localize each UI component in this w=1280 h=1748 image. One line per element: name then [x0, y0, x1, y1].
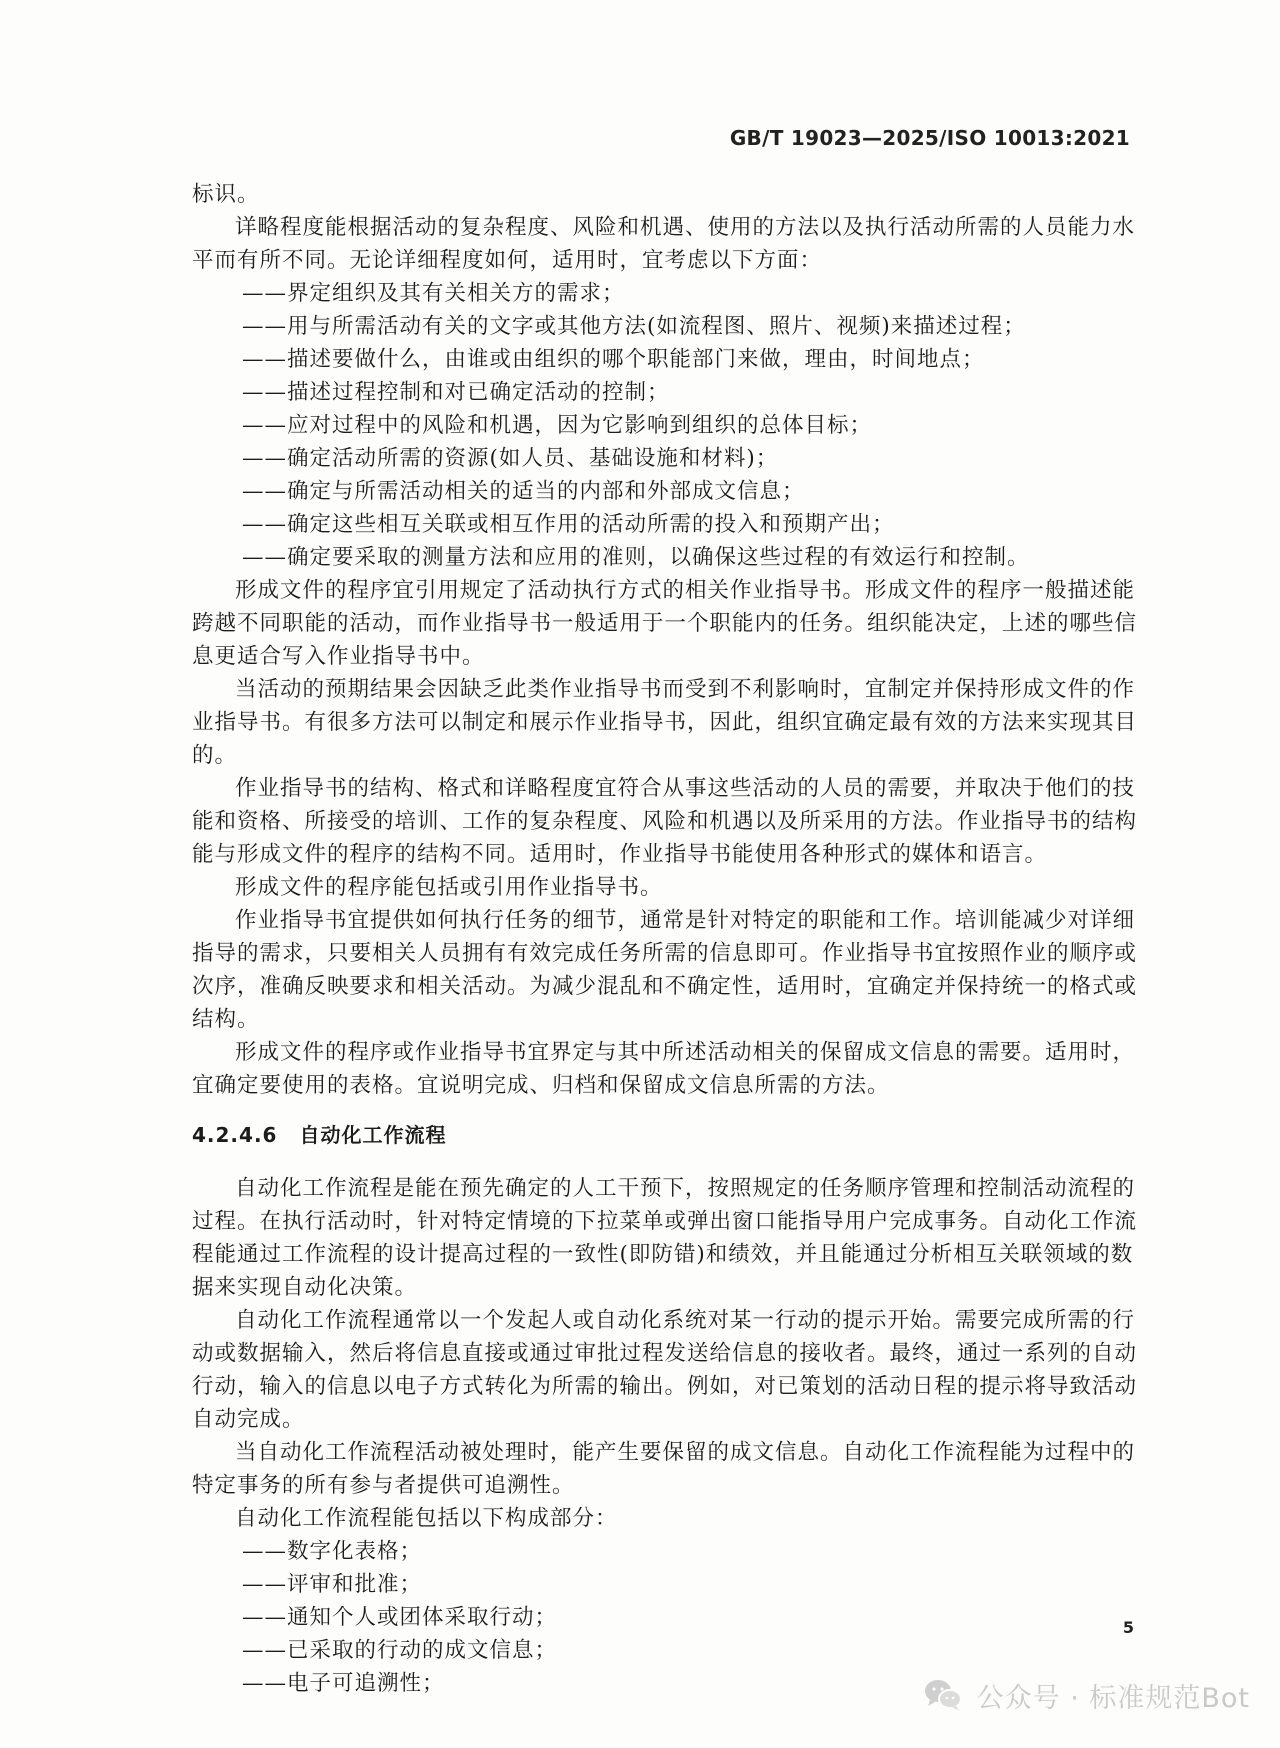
paragraph: 详略程度能根据活动的复杂程度、风险和机遇、使用的方法以及执行活动所需的人员能力水平而有所不同。无论详细程度如何，适用时，宜考虑以下方面： [192, 215, 1136, 273]
standard-code: GB/T 19023—2025/ISO 10013:2021 [729, 126, 1130, 150]
page-number: 5 [1122, 1618, 1134, 1637]
paragraph: 作业指导书的结构、格式和详略程度宜符合从事这些活动的人员的需要，并取决于他们的技能和资格、所接受的培训、工作的复杂程度、风险和机遇以及所采用的方法。作业指导书的结构能与形成文件的程序的结构不同。适用时，作业指导书能使用各种形式的媒体和语言。 [192, 776, 1138, 867]
body-part-1 [192, 178, 1142, 1102]
list-item: ——应对过程中的风险和机遇，因为它影响到组织的总体目标； [242, 413, 873, 438]
wechat-icon [923, 1678, 963, 1712]
list-item: ——通知个人或团体采取行动； [242, 1605, 558, 1630]
list-item: ——界定组织及其有关相关方的需求； [242, 281, 625, 306]
watermark [923, 1675, 1250, 1715]
list-item: ——已采取的行动的成文信息； [242, 1638, 558, 1663]
paragraph: 自动化工作流程能包括以下构成部分： [235, 1506, 618, 1531]
paragraph: 形成文件的程序宜引用规定了活动执行方式的相关作业指导书。形成文件的程序一般描述能跨越不同职能的活动，而作业指导书一般适用于一个职能内的任务。组织能决定，上述的哪些信息更适合写入作业指导书中。 [192, 578, 1138, 669]
list-item: ——数字化表格； [242, 1539, 423, 1564]
list-item: ——评审和批准； [242, 1572, 423, 1597]
section-number: 4.2.4.6 [192, 1123, 278, 1147]
paragraph: 标识。 [192, 182, 260, 207]
list-item: ——确定与所需活动相关的适当的内部和外部成文信息； [242, 479, 805, 504]
list-item: ——描述过程控制和对已确定活动的控制； [242, 380, 670, 405]
list-item: ——描述要做什么，由谁或由组织的哪个职能部门来做，理由，时间地点； [242, 347, 985, 372]
list-item: ——确定这些相互关联或相互作用的活动所需的投入和预期产出； [242, 512, 895, 537]
paragraph: 当自动化工作流程活动被处理时，能产生要保留的成文信息。自动化工作流程能为过程中的特定事务的所有参与者提供可追溯性。 [192, 1440, 1136, 1498]
paragraph: 作业指导书宜提供如何执行任务的细节，通常是针对特定的职能和工作。培训能减少对详细指导的需求，只要相关人员拥有有效完成任务所需的信息即可。作业指导书宜按照作业的顺序或次序，准确反映要求和相关活动。为减少混乱和不确定性，适用时，宜确定并保持统一的格式或结构。 [192, 908, 1138, 1032]
list-item: ——用与所需活动有关的文字或其他方法(如流程图、照片、视频)来描述过程； [242, 314, 1026, 339]
paragraph: 自动化工作流程通常以一个发起人或自动化系统对某一行动的提示开始。需要完成所需的行动或数据输入，然后将信息直接或通过审批过程发送给信息的接收者。最终，通过一系列的自动行动，输入的信息以电子方式转化为所需的输出。例如，对已策划的活动日程的提示将导致活动自动完成。 [192, 1308, 1138, 1432]
paragraph: 形成文件的程序能包括或引用作业指导书。 [235, 875, 663, 900]
section-heading [192, 1119, 1142, 1152]
list-item: ——电子可追溯性； [242, 1671, 445, 1696]
document-body [192, 178, 1142, 1700]
paragraph: 形成文件的程序或作业指导书宜界定与其中所述活动相关的保留成文信息的需要。适用时，宜确定要使用的表格。宜说明完成、归档和保留成文信息所需的方法。 [192, 1040, 1136, 1098]
list-item: ——确定要采取的测量方法和应用的准则，以确保这些过程的有效运行和控制。 [242, 545, 1030, 570]
section-title: 自动化工作流程 [299, 1123, 447, 1147]
body-part-2 [192, 1172, 1142, 1700]
list-item: ——确定活动所需的资源(如人员、基础设施和材料)； [242, 446, 779, 471]
paragraph: 自动化工作流程是能在预先确定的人工干预下，按照规定的任务顺序管理和控制活动流程的过程。在执行活动时，针对特定情境的下拉菜单或弹出窗口能指导用户完成事务。自动化工作流程能通过工作流程的设计提高过程的一致性(即防错)和绩效，并且能通过分析相互关联领域的数据来实现自动化决策。 [192, 1176, 1138, 1300]
paragraph: 当活动的预期结果会因缺乏此类作业指导书而受到不利影响时，宜制定并保持形成文件的作业指导书。有很多方法可以制定和展示作业指导书，因此，组织宜确定最有效的方法来实现其目的。 [192, 677, 1138, 768]
watermark-text: 公众号 · 标准规范Bot [976, 1682, 1250, 1714]
